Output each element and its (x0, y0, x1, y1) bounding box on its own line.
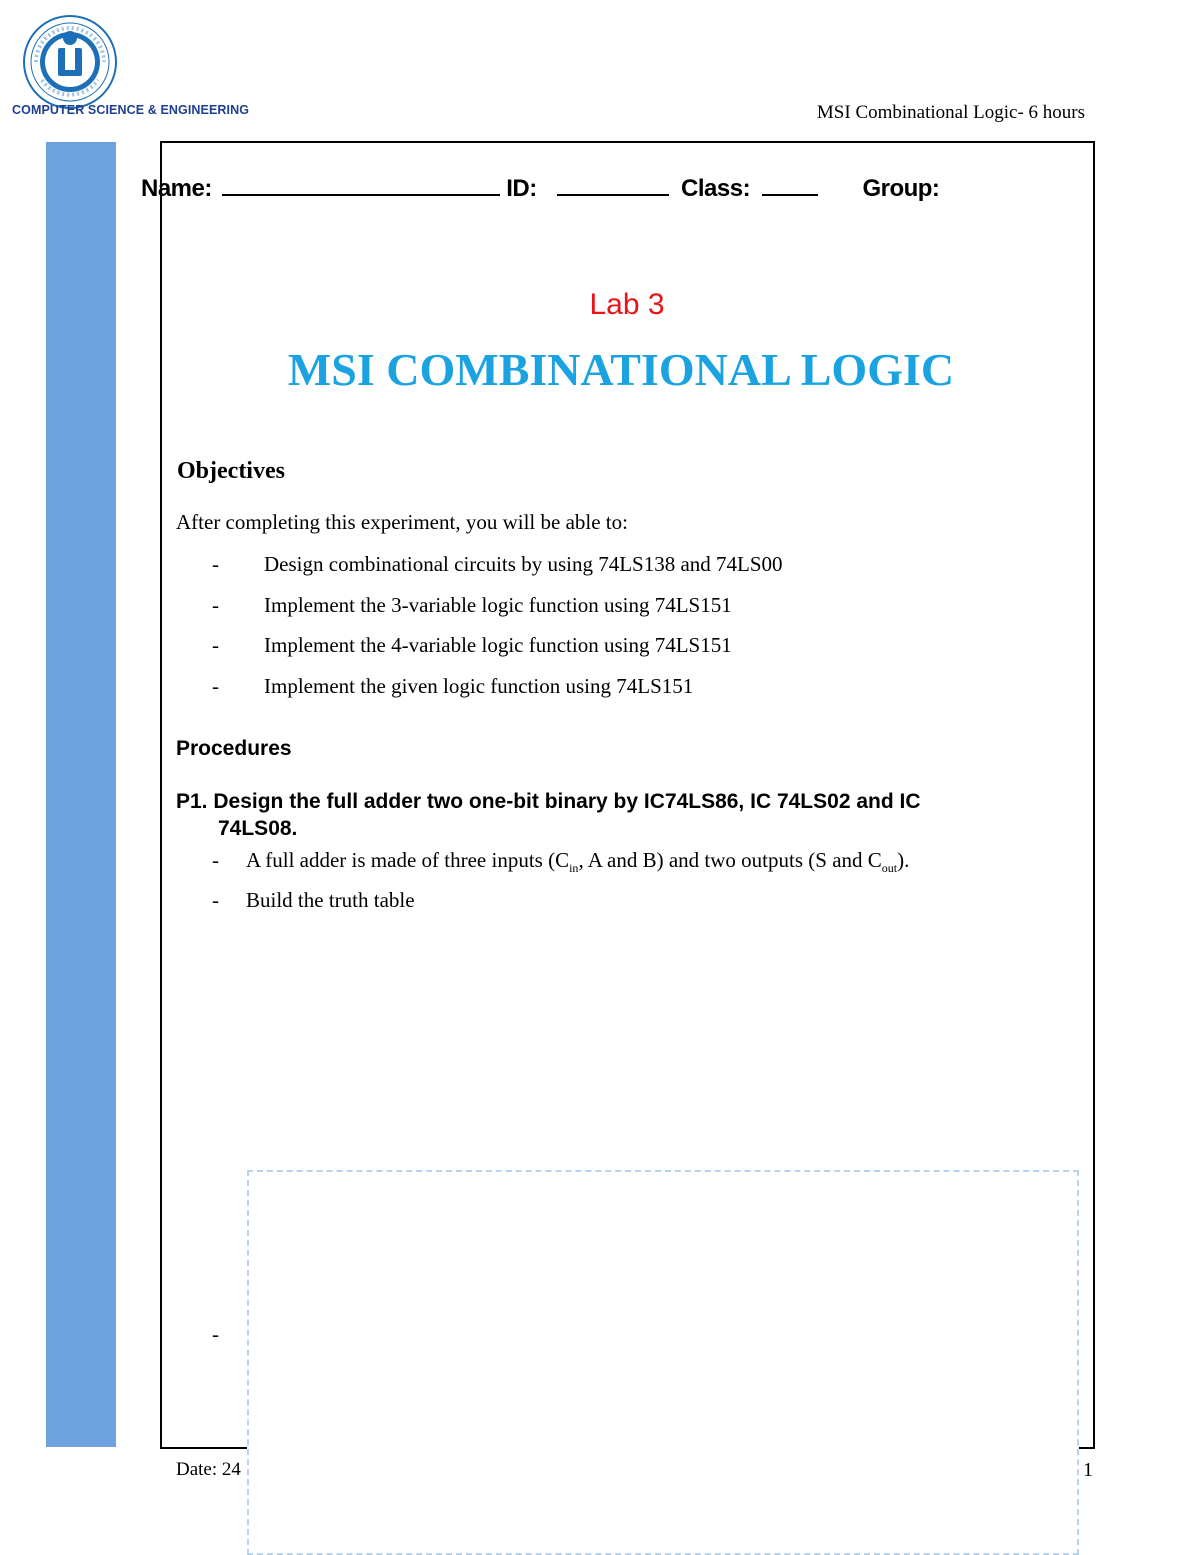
side-accent-bar (46, 142, 116, 1447)
student-info-line (141, 170, 939, 203)
objectives-heading: Objectives (177, 458, 285, 484)
document-header-title: MSI Combinational Logic- 6 hours (816, 102, 1085, 123)
id-blank (557, 170, 669, 196)
p1-title-line2: 74LS08. (218, 817, 298, 840)
lab-title: MSI COMBINATIONAL LOGIC (287, 344, 955, 395)
lab-number: Lab 3 (589, 288, 665, 321)
id-label: ID: (506, 175, 537, 202)
p1-item-truth-table: Build the truth table (246, 888, 415, 912)
objective-text: Design combinational circuits by using 74LS138 and 74LS00 (264, 552, 783, 576)
university-seal-icon (22, 14, 118, 110)
list-dash: - (212, 673, 219, 698)
list-dash: - (212, 848, 219, 872)
group-label: Group: (862, 175, 940, 202)
name-blank (222, 170, 500, 196)
list-dash: - (212, 552, 219, 576)
procedure-p1-title (176, 788, 1046, 842)
p1-item1-text-b: , A and B) and two outputs (S and C (578, 848, 882, 872)
objective-text: Implement the 4-variable logic function using 74LS151 (264, 633, 732, 657)
objective-text: Implement the given logic function using 74LS151 (264, 673, 694, 698)
p1-item1-text-a: A full adder is made of three inputs (C (246, 848, 570, 872)
list-dash: - (212, 633, 219, 657)
list-dash: - (212, 592, 219, 617)
subscript-in: in (569, 861, 579, 876)
class-blank (762, 170, 818, 196)
footer-date: Date: 24 (176, 1459, 241, 1480)
department-name: COMPUTER SCIENCE & ENGINEERING (12, 103, 250, 117)
dashed-placeholder-box (247, 1170, 1079, 1555)
list-dash: - (212, 888, 219, 912)
objectives-intro: After completing this experiment, you will be able to: (176, 510, 628, 534)
p1-item-full-adder (246, 848, 909, 876)
objective-text: Implement the 3-variable logic function using 74LS151 (264, 592, 732, 617)
page-number: 1 (1083, 1459, 1093, 1481)
subscript-out: out (881, 861, 898, 876)
list-dash: - (212, 1322, 219, 1346)
name-label: Name: (141, 175, 212, 202)
class-label: Class: (681, 175, 751, 202)
p1-title-line1: P1. Design the full adder two one-bit binary by IC74LS86, IC 74LS02 and IC (176, 790, 921, 813)
p1-item1-text-c: ). (897, 848, 910, 872)
procedures-heading: Procedures (176, 737, 292, 760)
